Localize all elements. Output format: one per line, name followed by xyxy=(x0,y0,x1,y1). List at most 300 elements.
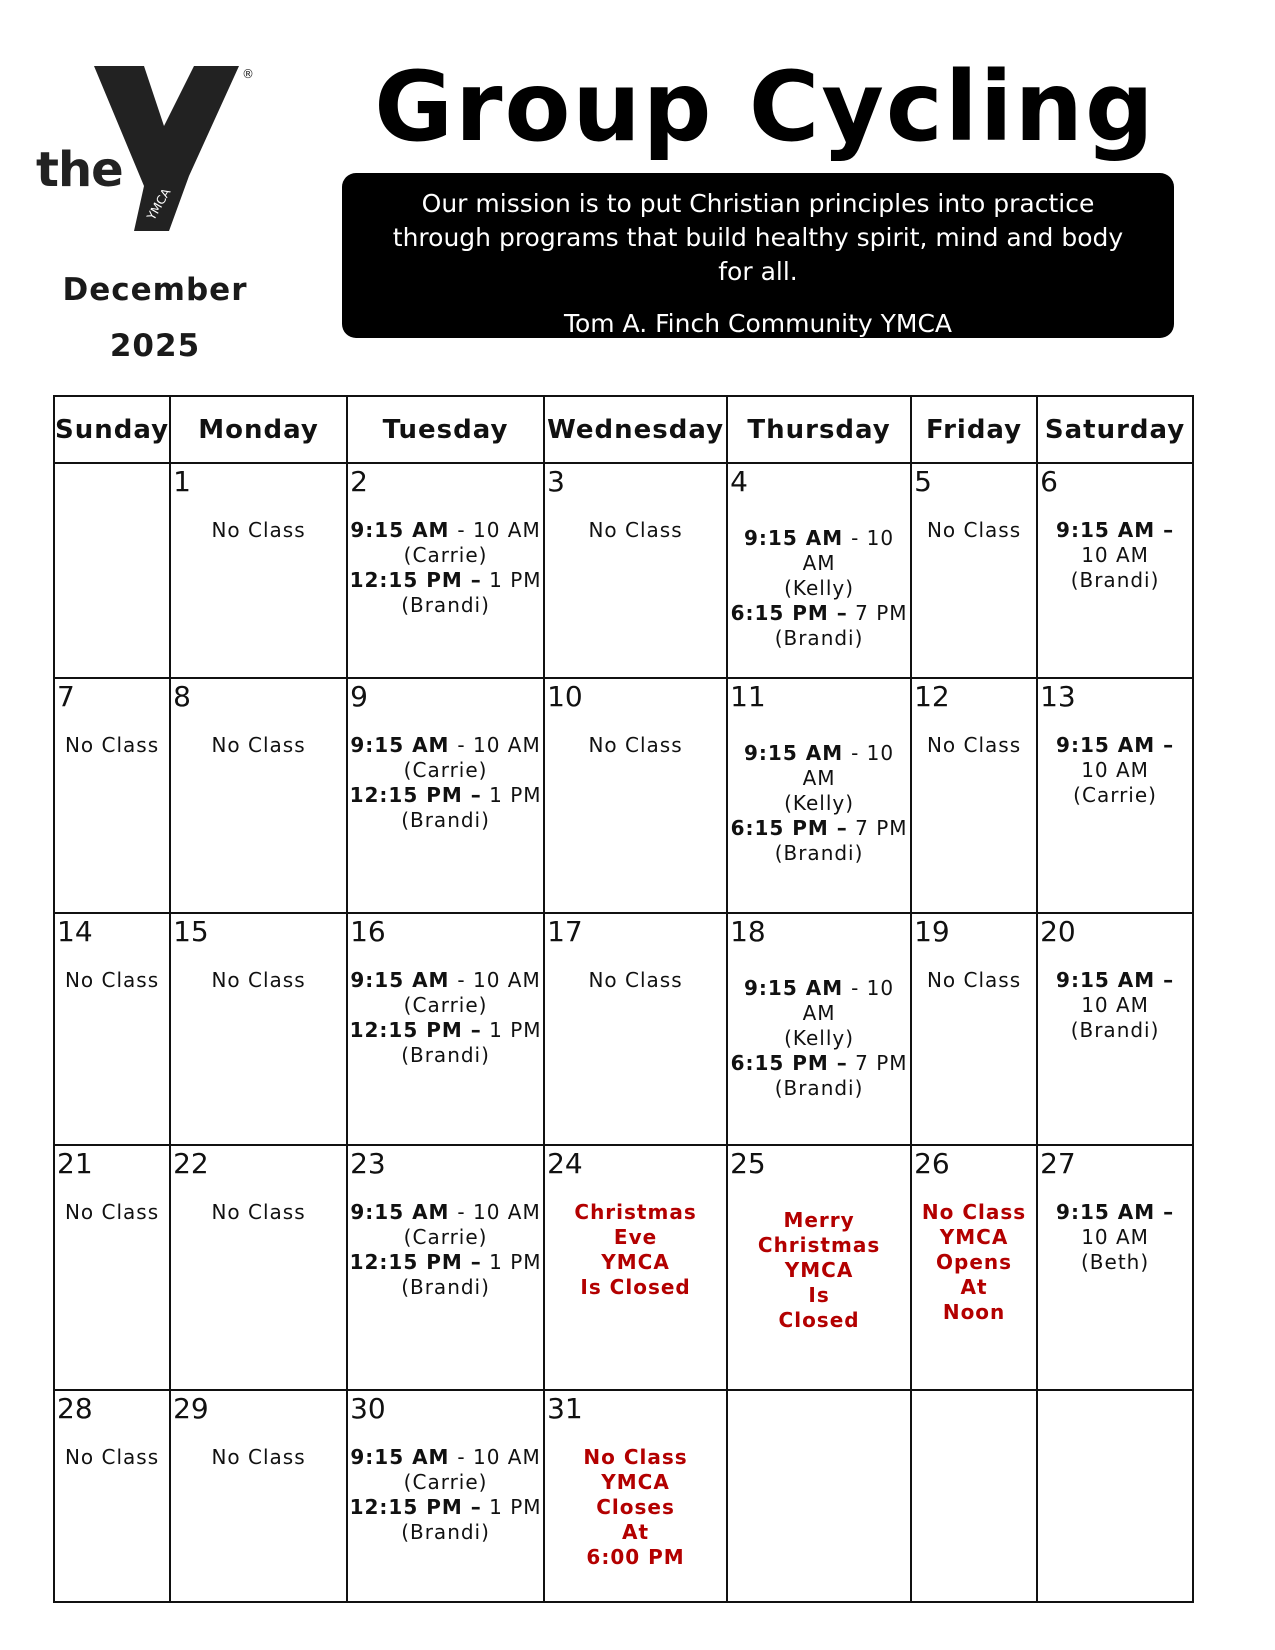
class-text: (Carrie) xyxy=(1073,783,1157,807)
class-line xyxy=(728,576,910,601)
day-number: 1 xyxy=(173,465,191,498)
class-info xyxy=(171,1186,346,1225)
class-info xyxy=(912,719,1036,758)
class-text: 7 PM xyxy=(847,601,908,625)
class-info xyxy=(912,1186,1036,1325)
class-line xyxy=(1038,993,1192,1018)
class-text: YMCA xyxy=(939,1225,1009,1249)
class-text: 1 PM xyxy=(481,1018,542,1042)
class-line xyxy=(728,601,910,626)
class-line xyxy=(348,1445,543,1470)
class-line xyxy=(1038,733,1192,758)
class-text: - 10 AM xyxy=(457,733,541,757)
class-text: Closed xyxy=(778,1308,860,1332)
day-number: 10 xyxy=(547,680,583,713)
day-number: 25 xyxy=(730,1147,766,1180)
calendar-day-cell xyxy=(544,678,727,913)
class-line xyxy=(1038,518,1192,543)
class-info xyxy=(55,1431,169,1470)
class-line xyxy=(545,1545,726,1570)
class-line xyxy=(348,1018,543,1043)
organization-name: Tom A. Finch Community YMCA xyxy=(563,309,953,338)
class-text: (Carrie) xyxy=(403,993,488,1017)
class-info xyxy=(171,504,346,543)
calendar-day-cell xyxy=(170,1390,347,1602)
class-text: Is xyxy=(808,1283,830,1307)
class-text: Opens xyxy=(936,1250,1013,1274)
class-info xyxy=(348,1431,543,1545)
month-year: 2025 xyxy=(109,328,201,364)
day-number: 23 xyxy=(350,1147,386,1180)
class-line xyxy=(348,968,543,993)
day-number: 18 xyxy=(730,915,766,948)
calendar-week-row xyxy=(54,463,1193,678)
class-text: (Brandi) xyxy=(774,1076,864,1100)
class-line xyxy=(912,1200,1036,1225)
class-info xyxy=(348,1186,543,1300)
calendar-day-cell xyxy=(1037,463,1193,678)
class-text: No Class xyxy=(588,518,683,542)
class-line xyxy=(348,808,543,833)
calendar-day-cell xyxy=(911,913,1037,1145)
class-text: (Brandi) xyxy=(401,1275,490,1299)
class-line xyxy=(348,543,543,568)
day-number: 3 xyxy=(547,465,565,498)
class-time-bold: 6:15 PM – xyxy=(730,1051,848,1075)
class-info xyxy=(1038,504,1192,593)
calendar-grid xyxy=(53,395,1194,1603)
class-line xyxy=(348,1043,543,1068)
day-number: 5 xyxy=(914,465,932,498)
class-info xyxy=(171,954,346,993)
class-line xyxy=(1038,783,1192,808)
class-line xyxy=(171,968,346,993)
class-text: (Kelly) xyxy=(784,1026,855,1050)
calendar-day-cell xyxy=(347,1390,544,1602)
class-info xyxy=(55,719,169,758)
class-info xyxy=(545,1186,726,1300)
class-line xyxy=(912,1300,1036,1325)
day-number xyxy=(912,1391,1036,1431)
calendar-day-cell xyxy=(911,1145,1037,1390)
class-text: 1 PM xyxy=(481,783,542,807)
class-info xyxy=(545,504,726,543)
class-info xyxy=(912,954,1036,993)
day-number: 12 xyxy=(914,680,950,713)
class-time-bold: 12:15 PM – xyxy=(349,1495,482,1519)
class-time-bold: 9:15 AM – xyxy=(1056,968,1175,992)
class-text: No Class xyxy=(211,518,306,542)
class-info xyxy=(728,504,910,651)
class-line xyxy=(728,741,910,791)
class-text: No Class xyxy=(926,518,1022,542)
class-text: (Kelly) xyxy=(784,576,855,600)
calendar-day-cell xyxy=(911,463,1037,678)
class-text: No Class xyxy=(64,1445,160,1469)
class-line xyxy=(55,1445,169,1470)
class-info xyxy=(912,1431,1036,1445)
class-text: 10 AM xyxy=(1081,543,1149,567)
class-time-bold: 6:15 PM – xyxy=(730,816,848,840)
class-text: No Class xyxy=(64,968,160,992)
class-text: (Carrie) xyxy=(403,1470,488,1494)
class-time-bold: 9:15 AM xyxy=(350,968,458,992)
class-line xyxy=(912,968,1036,993)
day-number xyxy=(55,464,169,504)
calendar-day-cell xyxy=(544,913,727,1145)
class-info xyxy=(1038,1186,1192,1275)
class-text: - 10 AM xyxy=(457,518,541,542)
class-info xyxy=(728,1186,910,1333)
class-line xyxy=(545,1225,726,1250)
calendar-day-cell xyxy=(170,678,347,913)
class-text: No Class xyxy=(588,733,683,757)
class-text: - 10 AM xyxy=(802,741,895,790)
class-text: No Class xyxy=(921,1200,1027,1224)
class-line xyxy=(545,968,726,993)
weekday-header: Friday xyxy=(911,396,1037,463)
weekday-header-row xyxy=(54,396,1193,463)
class-text: 1 PM xyxy=(481,1250,542,1274)
class-time-bold: 9:15 AM xyxy=(350,733,458,757)
day-number: 19 xyxy=(914,915,950,948)
day-number: 30 xyxy=(350,1392,386,1425)
calendar-day-cell xyxy=(54,1390,170,1602)
class-text: - 10 AM xyxy=(802,976,895,1025)
day-number: 20 xyxy=(1040,915,1076,948)
class-text: (Brandi) xyxy=(401,593,490,617)
day-number: 31 xyxy=(547,1392,583,1425)
class-line xyxy=(912,1250,1036,1275)
class-line xyxy=(912,733,1036,758)
class-line xyxy=(728,1233,910,1258)
class-text: - 10 AM xyxy=(457,1445,541,1469)
day-number: 9 xyxy=(350,680,368,713)
calendar-day-cell xyxy=(727,678,911,913)
calendar-day-cell xyxy=(1037,678,1193,913)
calendar-day-cell xyxy=(54,913,170,1145)
class-line xyxy=(545,1520,726,1545)
class-info xyxy=(55,1186,169,1225)
class-text: (Brandi) xyxy=(774,626,864,650)
class-line xyxy=(348,1225,543,1250)
class-line xyxy=(545,1250,726,1275)
calendar-week-row xyxy=(54,1390,1193,1602)
class-line xyxy=(1038,543,1192,568)
class-text: 1 PM xyxy=(481,568,542,592)
class-time-bold: 12:15 PM – xyxy=(349,568,482,592)
calendar-day-cell xyxy=(544,463,727,678)
day-number: 2 xyxy=(350,465,368,498)
class-line xyxy=(171,733,346,758)
class-text: Merry xyxy=(783,1208,855,1232)
class-line xyxy=(545,1445,726,1470)
day-number: 28 xyxy=(57,1392,93,1425)
class-line xyxy=(728,1026,910,1051)
class-line xyxy=(348,568,543,593)
class-text: (Brandi) xyxy=(1070,1018,1160,1042)
month-label xyxy=(40,262,270,374)
class-time-bold: 9:15 AM xyxy=(350,1200,458,1224)
mission-statement: Our mission is to put Christian principles into practice through programs that build healthy spirit, mind and body for all. xyxy=(392,189,1124,286)
class-line xyxy=(1038,568,1192,593)
class-line xyxy=(728,526,910,576)
class-info xyxy=(171,719,346,758)
class-info xyxy=(728,954,910,1101)
class-time-bold: 9:15 AM xyxy=(350,518,458,542)
class-line xyxy=(348,1495,543,1520)
class-text: 10 AM xyxy=(1081,993,1149,1017)
calendar-week-row xyxy=(54,678,1193,913)
day-number: 27 xyxy=(1040,1147,1076,1180)
class-line xyxy=(545,1275,726,1300)
class-line xyxy=(348,1200,543,1225)
class-text: 6:00 PM xyxy=(586,1545,685,1569)
class-line xyxy=(728,1308,910,1333)
day-number: 13 xyxy=(1040,680,1076,713)
class-text: Is Closed xyxy=(580,1275,691,1299)
class-info xyxy=(912,504,1036,543)
class-text: - 10 AM xyxy=(457,968,541,992)
class-line xyxy=(348,783,543,808)
class-line xyxy=(728,1051,910,1076)
day-number: 11 xyxy=(730,680,766,713)
class-text: Closes xyxy=(596,1495,675,1519)
class-text: At xyxy=(622,1520,650,1544)
calendar-day-cell xyxy=(1037,1145,1193,1390)
class-text: No Class xyxy=(211,968,306,992)
class-text: 7 PM xyxy=(847,816,908,840)
class-line xyxy=(1038,1250,1192,1275)
calendar-day-cell xyxy=(170,1145,347,1390)
class-line xyxy=(55,733,169,758)
class-info xyxy=(545,719,726,758)
weekday-header: Saturday xyxy=(1037,396,1193,463)
class-time-bold: 9:15 AM xyxy=(744,741,852,765)
class-text: (Brandi) xyxy=(1070,568,1160,592)
calendar-day-cell xyxy=(170,913,347,1145)
class-info xyxy=(728,1431,910,1445)
class-text: (Carrie) xyxy=(403,758,488,782)
class-line xyxy=(1038,758,1192,783)
class-line xyxy=(728,1076,910,1101)
class-text: No Class xyxy=(926,968,1022,992)
class-text: YMCA xyxy=(601,1470,670,1494)
class-line xyxy=(55,1200,169,1225)
class-text: 1 PM xyxy=(481,1495,542,1519)
calendar-day-cell xyxy=(347,678,544,913)
calendar-day-cell xyxy=(911,678,1037,913)
class-text: (Brandi) xyxy=(401,1520,490,1544)
mission-box xyxy=(342,173,1174,338)
class-text: (Carrie) xyxy=(403,543,488,567)
class-text: Christmas xyxy=(757,1233,881,1257)
weekday-header: Tuesday xyxy=(347,396,544,463)
class-time-bold: 9:15 AM xyxy=(350,1445,458,1469)
class-line xyxy=(728,841,910,866)
class-info xyxy=(348,719,543,833)
calendar-day-cell xyxy=(727,1145,911,1390)
class-line xyxy=(1038,1018,1192,1043)
class-time-bold: 9:15 AM xyxy=(744,526,852,550)
day-number: 6 xyxy=(1040,465,1058,498)
day-number: 7 xyxy=(57,680,75,713)
calendar-day-cell xyxy=(727,463,911,678)
calendar-day-cell xyxy=(347,913,544,1145)
class-line xyxy=(348,1250,543,1275)
class-line xyxy=(912,518,1036,543)
class-line xyxy=(545,733,726,758)
class-text: At xyxy=(960,1275,988,1299)
class-text: (Brandi) xyxy=(401,1043,490,1067)
class-text: No Class xyxy=(64,733,160,757)
class-time-bold: 12:15 PM – xyxy=(349,1250,482,1274)
class-line xyxy=(171,518,346,543)
logo-ymca-text: YMCA xyxy=(144,185,174,223)
class-line xyxy=(348,518,543,543)
class-text: No Class xyxy=(211,733,306,757)
calendar-day-cell xyxy=(54,463,170,678)
class-text: YMCA xyxy=(601,1250,670,1274)
class-text: Noon xyxy=(942,1300,1006,1324)
class-text: - 10 AM xyxy=(802,526,895,575)
class-text: - 10 AM xyxy=(457,1200,541,1224)
class-line xyxy=(348,993,543,1018)
calendar-day-cell xyxy=(911,1390,1037,1602)
calendar-day-cell xyxy=(727,1390,911,1602)
class-line xyxy=(348,593,543,618)
class-line xyxy=(348,758,543,783)
class-time-bold: 9:15 AM – xyxy=(1056,733,1175,757)
registered-mark: ® xyxy=(242,67,254,81)
class-text: No Class xyxy=(583,1445,688,1469)
class-line xyxy=(1038,1225,1192,1250)
calendar-day-cell xyxy=(54,678,170,913)
calendar-week-row xyxy=(54,1145,1193,1390)
calendar-day-cell xyxy=(544,1390,727,1602)
class-line xyxy=(728,1258,910,1283)
calendar-day-cell xyxy=(544,1145,727,1390)
class-time-bold: 12:15 PM – xyxy=(349,783,482,807)
class-text: YMCA xyxy=(784,1258,854,1282)
class-info xyxy=(728,719,910,866)
class-line xyxy=(912,1225,1036,1250)
class-text: (Brandi) xyxy=(774,841,864,865)
month-name: December xyxy=(62,272,248,308)
class-info xyxy=(55,504,169,518)
weekday-header: Monday xyxy=(170,396,347,463)
class-text: No Class xyxy=(211,1200,306,1224)
class-info xyxy=(55,954,169,993)
class-line xyxy=(728,626,910,651)
class-line xyxy=(348,733,543,758)
weekday-header: Sunday xyxy=(54,396,170,463)
day-number: 17 xyxy=(547,915,583,948)
class-line xyxy=(728,816,910,841)
class-time-bold: 9:15 AM – xyxy=(1056,518,1175,542)
class-line xyxy=(728,791,910,816)
class-time-bold: 9:15 AM xyxy=(744,976,852,1000)
class-info xyxy=(171,1431,346,1470)
calendar-day-cell xyxy=(347,1145,544,1390)
day-number: 14 xyxy=(57,915,93,948)
logo-word: the xyxy=(36,142,123,198)
class-line xyxy=(545,518,726,543)
class-info xyxy=(545,954,726,993)
class-line xyxy=(1038,968,1192,993)
class-text: No Class xyxy=(926,733,1022,757)
class-line xyxy=(171,1200,346,1225)
class-info xyxy=(348,504,543,618)
class-text: Christmas xyxy=(574,1200,697,1224)
class-time-bold: 9:15 AM – xyxy=(1056,1200,1175,1224)
calendar-day-cell xyxy=(347,463,544,678)
class-time-bold: 12:15 PM – xyxy=(349,1018,482,1042)
class-info xyxy=(348,954,543,1068)
day-number: 4 xyxy=(730,465,748,498)
class-line xyxy=(912,1275,1036,1300)
class-line xyxy=(545,1200,726,1225)
class-text: 10 AM xyxy=(1081,1225,1149,1249)
day-number: 15 xyxy=(173,915,209,948)
class-text: (Kelly) xyxy=(784,791,855,815)
class-line xyxy=(1038,1200,1192,1225)
class-line xyxy=(728,1208,910,1233)
weekday-header: Wednesday xyxy=(544,396,727,463)
class-text: 10 AM xyxy=(1081,758,1149,782)
class-info xyxy=(545,1431,726,1570)
day-number xyxy=(1038,1391,1192,1431)
class-text: 7 PM xyxy=(847,1051,908,1075)
class-info xyxy=(1038,1431,1192,1445)
calendar-day-cell xyxy=(1037,913,1193,1145)
class-info xyxy=(1038,954,1192,1043)
day-number: 8 xyxy=(173,680,191,713)
calendar-day-cell xyxy=(1037,1390,1193,1602)
class-line xyxy=(348,1275,543,1300)
class-info xyxy=(1038,719,1192,808)
class-text: (Carrie) xyxy=(403,1225,488,1249)
day-number: 16 xyxy=(350,915,386,948)
class-time-bold: 6:15 PM – xyxy=(730,601,848,625)
class-line xyxy=(545,1470,726,1495)
weekday-header: Thursday xyxy=(727,396,911,463)
class-text: No Class xyxy=(211,1445,306,1469)
day-number: 21 xyxy=(57,1147,93,1180)
class-text: No Class xyxy=(64,1200,160,1224)
class-line xyxy=(55,968,169,993)
class-text: (Beth) xyxy=(1080,1250,1150,1274)
calendar-day-cell xyxy=(727,913,911,1145)
day-number: 22 xyxy=(173,1147,209,1180)
class-text: (Brandi) xyxy=(401,808,490,832)
day-number: 29 xyxy=(173,1392,209,1425)
class-text: No Class xyxy=(588,968,683,992)
class-line xyxy=(545,1495,726,1520)
day-number: 26 xyxy=(914,1147,950,1180)
calendar-day-cell xyxy=(54,1145,170,1390)
class-line xyxy=(348,1520,543,1545)
class-line xyxy=(171,1445,346,1470)
class-line xyxy=(728,976,910,1026)
day-number: 24 xyxy=(547,1147,583,1180)
ymca-logo xyxy=(34,66,264,246)
class-line xyxy=(728,1283,910,1308)
calendar-week-row xyxy=(54,913,1193,1145)
class-text: Eve xyxy=(613,1225,658,1249)
day-number xyxy=(728,1391,910,1431)
calendar-day-cell xyxy=(170,463,347,678)
